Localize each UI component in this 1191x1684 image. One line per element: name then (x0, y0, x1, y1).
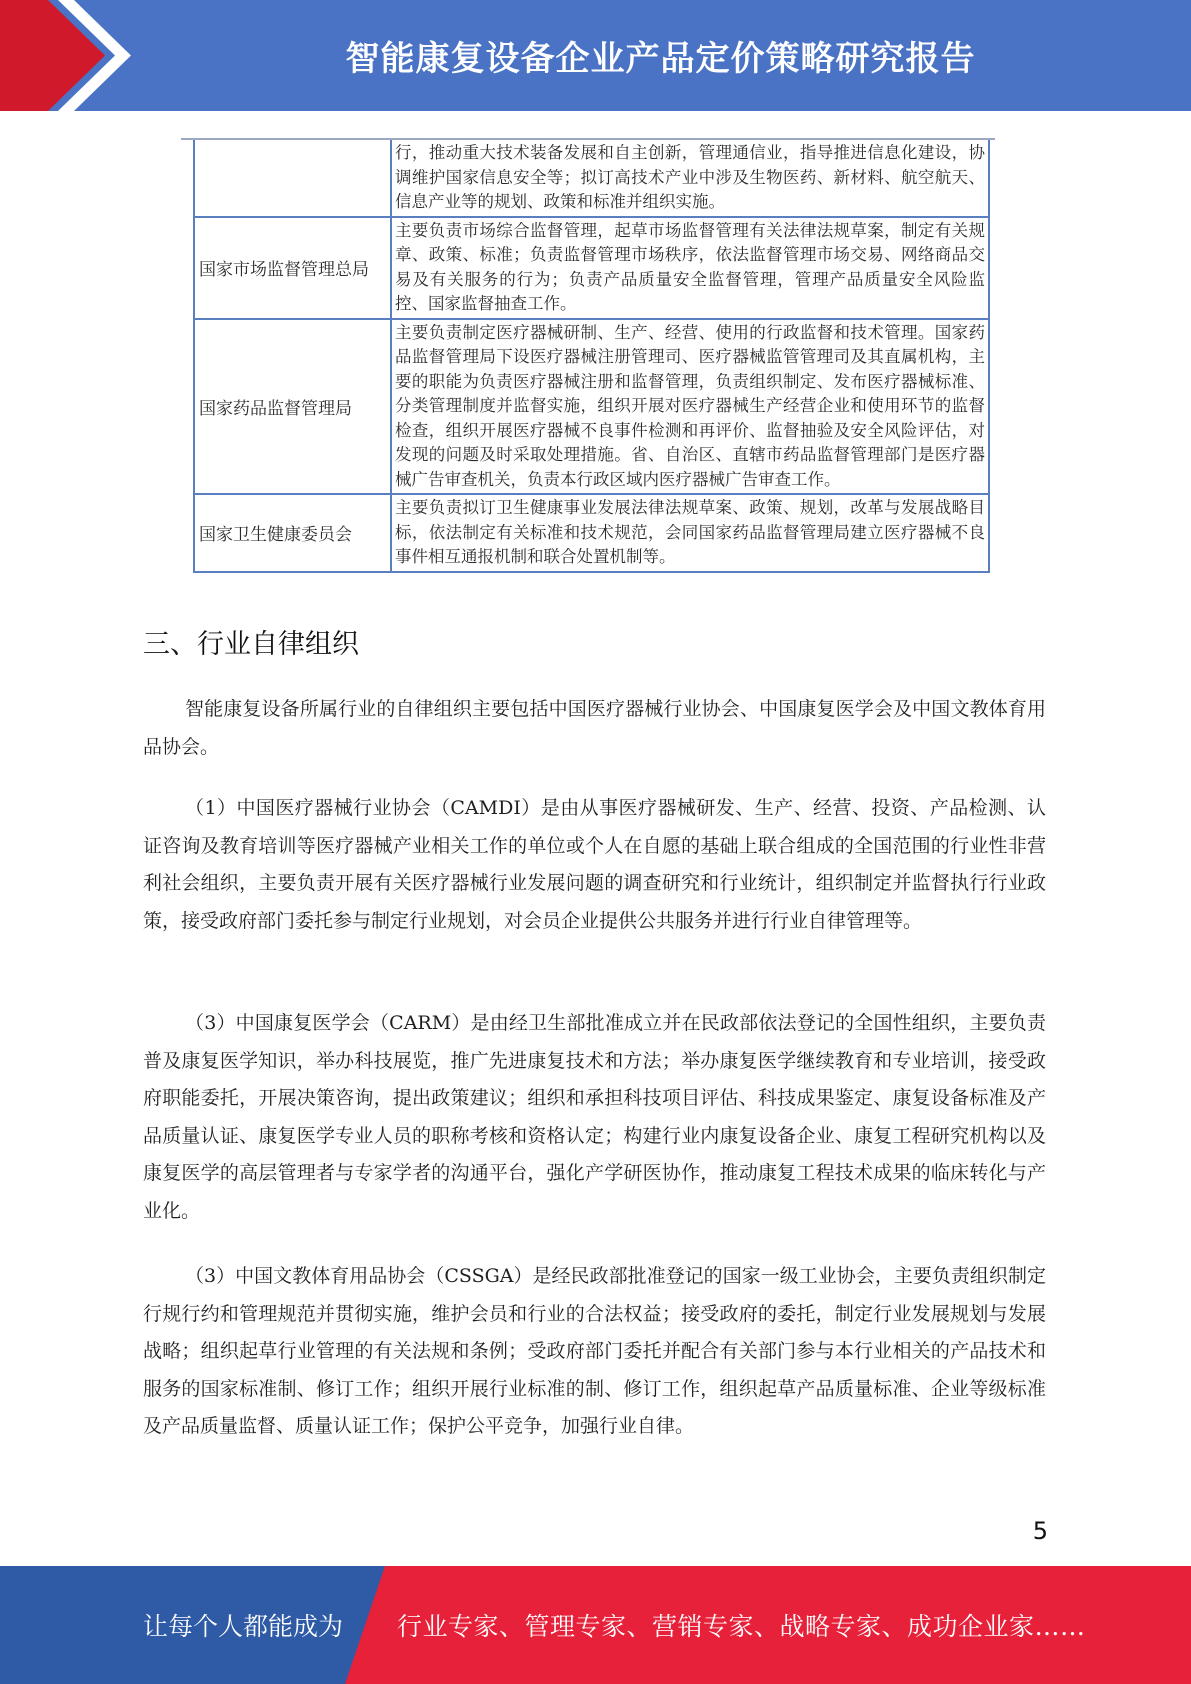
table-row (194, 494, 989, 572)
page-header (0, 0, 1191, 111)
table-cell-desc: 主要负责市场综合监督管理，起草市场监督管理有关法律法规草案，制定有关规章、政策、标准；负责监督管理市场秩序，依法监督管理市场交易、网络商品交易及有关服务的行为；负责产品质量安全监督管理，管理产品质量安全风险监控、国家监督抽查工作。 (391, 217, 989, 319)
table-row (194, 217, 989, 319)
header-arrow-icon (0, 0, 150, 111)
table-cell-org: 国家市场监督管理总局 (194, 217, 391, 319)
table-cell-org (194, 140, 391, 217)
table-cell-desc: 主要负责拟订卫生健康事业发展法律法规草案、政策、规划，改革与发展战略目标，依法制定有关标准和技术规范，会同国家药品监督管理局建立医疗器械不良事件相互通报机制和联合处置机制等。 (391, 494, 989, 572)
table-cell-org: 国家卫生健康委员会 (194, 494, 391, 572)
footer-slogan-right: 行业专家、管理专家、营销专家、战略专家、成功企业家…… (397, 1612, 1086, 1641)
table-cell-desc: 行，推动重大技术装备发展和自主创新，管理通信业，指导推进信息化建设，协调维护国家信息安全等；拟订高技术产业中涉及生物医药、新材料、航空航天、信息产业等的规划、政策和标准并组织实施。 (391, 140, 989, 217)
table-cell-desc: 主要负责制定医疗器械研制、生产、经营、使用的行政监督和技术管理。国家药品监督管理局下设医疗器械注册管理司、医疗器械监管管理司及其直属机构，主要的职能为负责医疗器械注册和监督管理，负责组织制定、发布医疗器械标准、分类管理制度并监督实施，组织开展对医疗器械生产经营企业和使用环节的监督检查，组织开展医疗器械不良事件检测和再评价、监督抽验及安全风险评估，对发现的问题及时采取处理措施。省、自治区、直辖市药品监督管理部门是医疗器械广告审查机关，负责本行政区域内医疗器械广告审查工作。 (391, 319, 989, 495)
page-footer (0, 1566, 1191, 1684)
section-heading: 三、行业自律组织 (143, 629, 359, 660)
body-paragraph: （1）中国医疗器械行业协会（CAMDI）是由从事医疗器械研发、生产、经营、投资、产品检测、认证咨询及教育培训等医疗器械产业相关工作的单位或个人在自愿的基础上联合组成的全国范围的行业性非营利社会组织，主要负责开展有关医疗器械行业发展问题的调查研究和行业统计，组织制定并监督执行行业政策，接受政府部门委托参与制定行业规划，对会员企业提供公共服务并进行行业自律管理等。 (143, 797, 1046, 932)
table-cell-org: 国家药品监督管理局 (194, 319, 391, 495)
body-paragraph: （3）中国康复医学会（CARM）是由经卫生部批准成立并在民政部依法登记的全国性组织，主要负责普及康复医学知识，举办科技展览，推广先进康复技术和方法；举办康复医学继续教育和专业培训，接受政府职能委托，开展决策咨询，提出政策建议；组织和承担科技项目评估、科技成果鉴定、康复设备标准及产品质量认证、康复医学专业人员的职称考核和资格认定；构建行业内康复设备企业、康复工程研究机构以及康复医学的高层管理者与专家学者的沟通平台，强化产学研医协作，推动康复工程技术成果的临床转化与产业化。 (143, 1012, 1046, 1222)
body-paragraph: 智能康复设备所属行业的自律组织主要包括中国医疗器械行业协会、中国康复医学会及中国文教体育用品协会。 (143, 698, 1046, 758)
footer-slogan-left: 让每个人都能成为 (143, 1612, 344, 1641)
body-paragraph: （3）中国文教体育用品协会（CSSGA）是经民政部批准登记的国家一级工业协会，主要负责组织制定行规行约和管理规范并贯彻实施，维护会员和行业的合法权益；接受政府的委托，制定行业发展规划与发展战略；组织起草行业管理的有关法规和条例；受政府部门委托并配合有关部门参与本行业相关的产品技术和服务的国家标准制、修订工作；组织开展行业标准的制、修订工作，组织起草产品质量标准、企业等级标准及产品质量监督、质量认证工作；保护公平竞争，加强行业自律。 (143, 1265, 1046, 1437)
table-row (194, 140, 989, 217)
table-row (194, 319, 989, 495)
report-title: 智能康复设备企业产品定价策略研究报告 (345, 39, 976, 79)
page-number: 5 (1032, 1517, 1048, 1545)
